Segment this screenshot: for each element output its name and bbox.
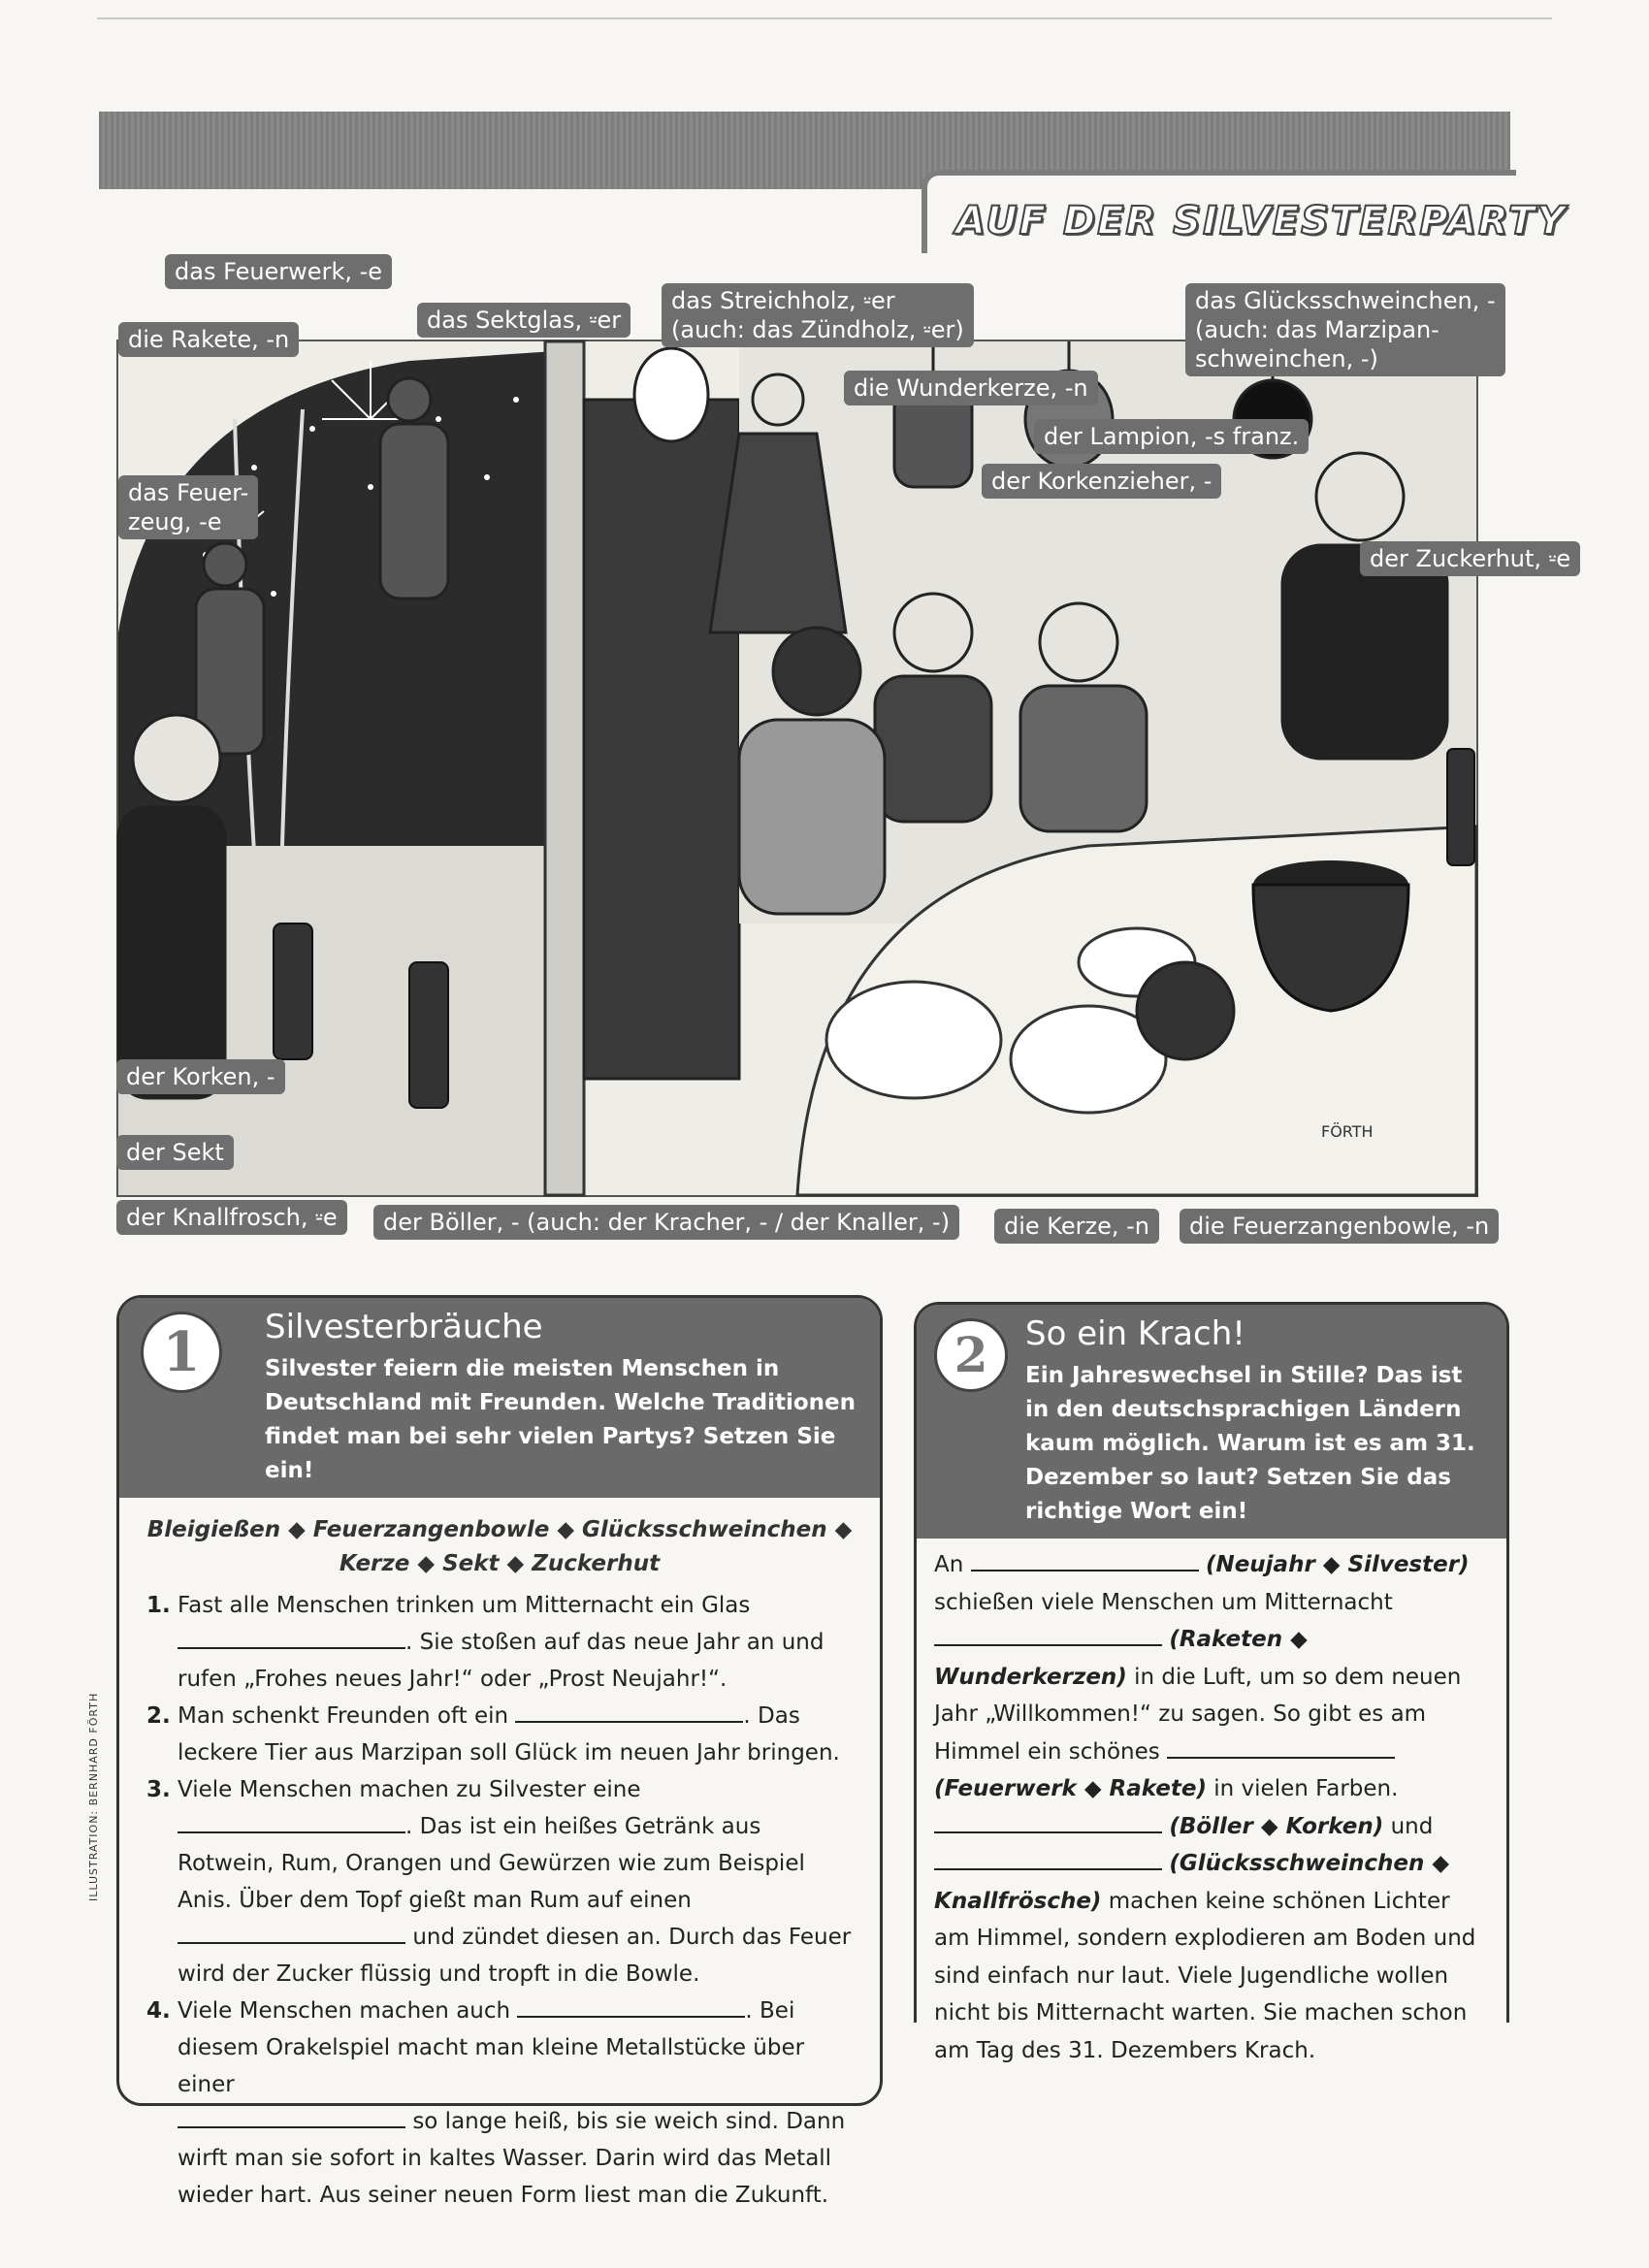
wordbank-line-2: Kerze ◆ Sekt ◆ Zuckerhut <box>339 1551 661 1576</box>
item-text: . Sie stoßen auf das neue Jahr an und rufen „Frohes neues Jahr!“ oder „Prost Neujahr!“. <box>178 1630 824 1692</box>
answer-blank[interactable] <box>1167 1735 1395 1759</box>
answer-blank[interactable] <box>178 1921 405 1944</box>
vocab-sekt: der Sekt <box>116 1135 234 1170</box>
text-segment: in vielen Farben. <box>1213 1776 1399 1801</box>
vocab-kerze: die Kerze, -n <box>994 1209 1159 1244</box>
vocab-wunderkerze: die Wunderkerze, -n <box>844 371 1098 405</box>
vocab-gluecksschweinchen: das Glücksschweinchen, - (auch: das Marzipan- schweinchen, -) <box>1185 283 1505 376</box>
vocab-korkenzieher: der Korkenzieher, - <box>982 464 1221 499</box>
party-scene-drawing <box>118 341 1476 1195</box>
item-text: Fast alle Menschen trinken um Mitternacht ein Glas <box>178 1593 751 1618</box>
party-illustration <box>116 340 1478 1197</box>
exercise-1-intro: Silvester feiern die meisten Menschen in Deutschland mit Freunden. Welche Traditionen findet man bei sehr vielen Partys? Setzen Sie ein! <box>265 1356 857 1483</box>
item-text: und zündet diesen an. Durch das Feuer wird der Zucker flüssig und tropft in die Bowle. <box>178 1925 852 1987</box>
vocab-sektglas: das Sektglas, ⸚er <box>417 303 630 338</box>
item-text: Man schenkt Freunden oft ein <box>178 1703 509 1729</box>
item-number: 3. <box>146 1777 171 1802</box>
exercise-2-text <box>917 1539 1506 2079</box>
answer-hint: (Böller ◆ Korken) <box>1169 1813 1384 1839</box>
pillar <box>545 341 584 1195</box>
text-segment: und <box>1390 1813 1434 1839</box>
answer-blank[interactable] <box>515 1700 743 1723</box>
text-segment: machen keine schönen Lichter am Himmel, sondern explodieren am Boden und sind einfach nur laut. Viele Jugendliche wollen nicht bis Mitternacht warten. Sie machen schon am Tag des 31. Dezembers Krach. <box>934 1888 1476 2063</box>
exercise-1-title: Silvesterbräuche <box>265 1308 543 1346</box>
answer-blank[interactable] <box>934 1623 1162 1646</box>
exercise-1-item <box>146 1993 862 2214</box>
vocab-feuerzangenbowle: die Feuerzangenbowle, -n <box>1180 1209 1499 1244</box>
wordbank-line-1: Bleigießen ◆ Feuerzangenbowle ◆ Glücksschweinchen ◆ <box>146 1517 853 1542</box>
item-number: 1. <box>146 1593 171 1618</box>
vocab-korken: der Korken, - <box>116 1059 285 1094</box>
exercise-1-items <box>119 1587 880 2223</box>
exercise-1-item <box>146 1587 862 1698</box>
exercise-1-wordbank <box>119 1498 880 1587</box>
exercise-1-number: 1 <box>141 1312 222 1393</box>
exercise-2-number: 2 <box>934 1318 1008 1392</box>
answer-blank[interactable] <box>178 1626 405 1649</box>
page-title: AUF DER SILVESTERPARTY <box>955 199 1568 243</box>
illustration-credit: ILLUSTRATION: BERNHARD FÖRTH <box>87 1692 100 1901</box>
item-text: Viele Menschen machen auch <box>178 1998 511 2024</box>
text-segment: An <box>934 1552 964 1577</box>
text-segment: schießen viele Menschen um Mitternacht <box>934 1589 1393 1615</box>
exercise-2-box <box>914 1302 1509 2063</box>
vocab-boeller: der Böller, - (auch: der Kracher, - / der Knaller, -) <box>373 1205 959 1240</box>
item-text: . Das ist ein heißes Getränk aus Rotwein, Rum, Orangen und Gewürzen wie zum Beispiel Anis. Über dem Topf gießt man Rum auf einen <box>178 1814 805 1913</box>
answer-hint: (Neujahr ◆ Silvester) <box>1205 1552 1470 1577</box>
answer-blank[interactable] <box>934 1847 1162 1870</box>
vocab-feuerzeug: das Feuer- zeug, -e <box>118 475 258 539</box>
top-rule <box>97 17 1552 19</box>
item-text: so lange heiß, bis sie weich sind. Dann wirft man sie sofort in kaltes Wasser. Darin wird das Metall wieder hart. Aus seiner neuen Form liest man die Zukunft. <box>178 2109 846 2208</box>
exercise-1-item <box>146 1698 862 1771</box>
vocab-streichholz: das Streichholz, ⸚er (auch: das Zündholz, ⸚er) <box>662 283 974 347</box>
item-number: 4. <box>146 1998 171 2024</box>
item-number: 2. <box>146 1703 171 1729</box>
answer-hint: (Raketen ◆ Wunderkerzen) <box>934 1627 1308 1690</box>
vocab-zuckerhut: der Zuckerhut, ⸚e <box>1360 541 1580 576</box>
exercise-1-box <box>116 1295 883 2208</box>
exercise-1-header <box>119 1298 880 1498</box>
vocab-feuerwerk: das Feuerwerk, -e <box>165 254 392 289</box>
item-text: . Bei diesem Orakelspiel macht man kleine Metallstücke über einer <box>178 1998 805 2097</box>
exercise-2-intro: Ein Jahreswechsel in Stille? Das ist in den deutschsprachigen Ländern kaum möglich. Warum ist es am 31. Dezember so laut? Setzen Sie das richtige Wort ein! <box>1025 1363 1475 1524</box>
answer-hint: (Glücksschweinchen ◆ Knallfrösche) <box>934 1851 1450 1914</box>
answer-hint: (Feuerwerk ◆ Rakete) <box>934 1776 1207 1801</box>
item-text: . Das leckere Tier aus Marzipan soll Glück im neuen Jahr bringen. <box>178 1703 840 1766</box>
item-text: Viele Menschen machen zu Silvester eine <box>178 1777 641 1802</box>
answer-blank[interactable] <box>178 1810 405 1833</box>
answer-blank[interactable] <box>517 1994 745 2018</box>
text-segment: in die Luft, um so dem neuen Jahr „Willkommen!“ zu sagen. So gibt es am Himmel ein schönes <box>934 1664 1462 1765</box>
exercise-2-title: So ein Krach! <box>1025 1314 1245 1353</box>
doorway <box>584 400 739 1079</box>
exercise-2-header <box>917 1305 1506 1539</box>
vocab-rakete: die Rakete, -n <box>118 322 299 357</box>
answer-blank[interactable] <box>971 1548 1199 1571</box>
vocab-knallfrosch: der Knallfrosch, ⸚e <box>116 1200 347 1235</box>
exercise-1-item <box>146 1771 862 1993</box>
artist-signature: FÖRTH <box>1321 1122 1374 1141</box>
balloon <box>634 348 708 441</box>
answer-blank[interactable] <box>178 2105 405 2128</box>
vocab-lampion: der Lampion, -s franz. <box>1034 419 1309 454</box>
answer-blank[interactable] <box>934 1810 1162 1833</box>
